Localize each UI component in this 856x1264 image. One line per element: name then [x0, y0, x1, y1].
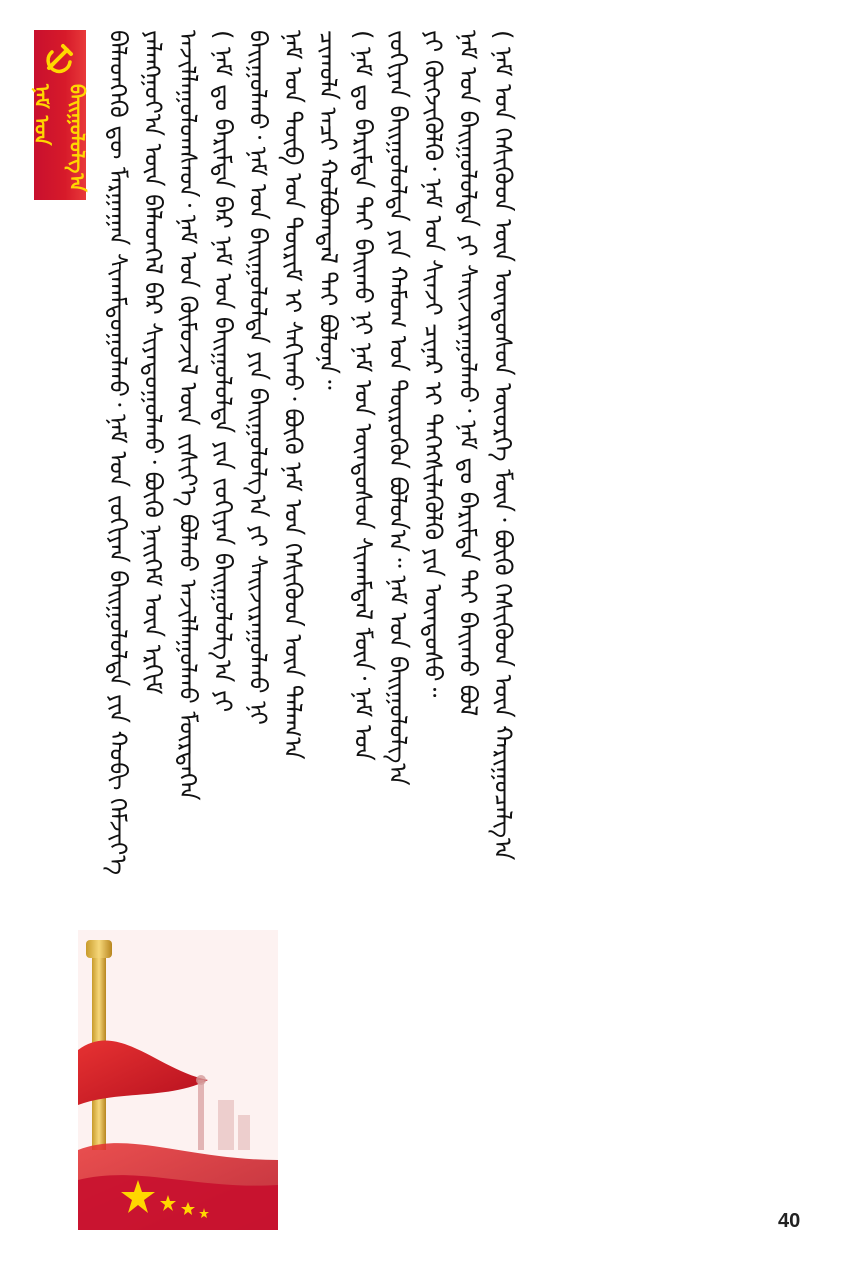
main-text-body: [100, 30, 820, 1200]
text-column: ᠪᠠᠢᠭᠤᠯᠬᠤ᠂ ᠨᠠᠮ ᠤᠨ ᠪᠠᠢᠭᠤᠯᠤᠯᠲᠠ ᠶᠢᠨ ᠪᠠᠢᠭᠤᠯᠤᠯᠭ᠎ᠠ ᠶᠢ ᠰᠠᠢᠵᠢᠷᠠᠭᠤᠯᠬᠤ ᠨᠢ: [244, 30, 272, 725]
text-column: ᠵᠣᠬᠢᠶᠠᠨ ᠪᠠᠢᠭᠤᠯᠤᠯᠲᠠ ᠶᠢᠨ ᠬᠠᠮᠤᠭ ᠤᠨ ᠲᠦᠷᠦᠭᠦᠨ ᠪᠣᠯᠤᠨ᠎ᠠ᠃ ᠨᠠᠮ ᠤᠨ ᠪᠠᠢᠭᠤᠯᠤᠯᠭ᠎ᠠ: [384, 30, 412, 786]
text-column: ᠨᠠᠮ ᠤᠨ ᠲᠥᠪ ᠤᠨ ᠳᠦᠷᠢᠮ ᠢ ᠰᠠᠬᠢᠬᠤ᠂ ᠪᠦᠬᠦ ᠨᠠᠮ ᠤᠨ ᠭᠡᠰᠢᠭᠦᠳ ᠦᠨ ᠲᠠᠯᠠᠭ᠎ᠠ: [279, 30, 307, 760]
text-column: ᠶᠠᠯᠠᠩᠭᠤᠶ᠎ᠠ ᠦᠨ ᠪᠡᠯᠡᠳᠬᠡᠯ ᠪᠠᠷ ᠰᠢᠶᠠᠳᠤᠭᠤᠯᠬᠤ᠂ ᠪᠦᠬᠦ ᠨᠡᠢᠭᠡᠮ ᠦᠨ ᠡᠷᠬᠢᠮ: [139, 30, 167, 695]
page-number: 40: [778, 1210, 801, 1232]
party-emblem-icon: [38, 35, 82, 79]
text-column: ( ᠨᠠᠮ ᠳᠤ ᠪᠠᠷᠢᠮᠲᠠ ᠲᠠᠢ ᠪᠠᠢᠬᠤ ᠨᠢ ᠨᠠᠮ ᠤᠨ ᠦᠨᠳᠦᠰᠦᠨ ᠰᠢᠬᠠᠮᠳᠠᠯ ᠮᠥᠨ᠂ ᠨᠠᠮ ᠤᠨ: [349, 30, 377, 761]
text-column: ᠶᠢ ᠬᠥᠭᠵᠢᠭᠦᠯᠬᠦ᠂ ᠨᠠᠮ ᠤᠨ ᠰᠢᠨᠵᠢ ᠴᠢᠨᠠᠷ ᠢ ᠳᠡᠭᠡᠭᠰᠢᠯᠡᠭᠦᠯᠬᠦ ᠶᠢᠨ ᠦᠨᠳᠦᠰᠦ᠃: [419, 30, 447, 698]
section-title: ᠨᠠᠮ ᠤᠨ ᠪᠠᠢᠭᠤᠯᠤᠯᠭ᠎ᠠ: [30, 84, 89, 192]
text-column: ᠴᠢᠬᠤᠯᠠ ᠠᠴᠢ ᠬᠣᠯᠪᠣᠭᠳᠠᠯ ᠲᠠᠢ ᠪᠣᠯᠤᠨᠠ᠃: [314, 30, 342, 390]
text-column: ( ᠨᠠᠮ ᠳᠤ ᠪᠠᠷᠢᠮᠲᠠ ᠪᠡᠷ ᠨᠠᠮ ᠤᠨ ᠪᠠᠢᠭᠤᠯᠤᠯᠲᠠ ᠶᠢᠨ ᠵᠣᠬᠢᠶᠠᠨ ᠪᠠᠢᠭᠤᠯᠤᠯᠭ᠎ᠠ ᠶᠢ: [209, 30, 237, 713]
text-column: ᠠᠵᠢᠯᠯᠠᠭᠤᠯᠤᠭᠰᠠᠳ᠂ ᠨᠠᠮ ᠤᠨ ᠬᠦᠮᠦᠵᠢᠯ ᠦᠨ ᠵᠢᠱᠢᠶ᠎ᠡ ᠪᠣᠯᠬᠤ ᠠᠵᠢᠯᠯᠠᠭᠤᠯᠬᠤ ᠮᠦᠷᠲᠡᠭᠡᠨ: [174, 30, 202, 801]
text-column: ᠨᠠᠮ ᠤᠨ ᠪᠠᠢᠭᠤᠯᠤᠯᠲᠠ ᠶᠢ ᠰᠠᠢᠵᠢᠷᠠᠭᠤᠯᠬᠤ᠂ ᠨᠠᠮ ᠳᠤ ᠪᠠᠷᠢᠮᠲᠠ ᠲᠠᠢ ᠪᠠᠢᠬᠤ ᠪᠣᠯ: [454, 30, 482, 717]
text-column: ᠪᠡᠯᠡᠳᠬᠡᠬᠦ ᠳᠦ ᠮᠠᠷᠭᠠᠭᠠᠨ ᠰᠢᠬᠠᠮᠳᠤᠭᠤᠯᠬᠤ᠂ ᠨᠠᠮ ᠤᠨ ᠵᠣᠬᠢᠶᠠᠨ ᠪᠠᠢᠭᠤᠯᠤᠯᠲᠠ ᠶᠢᠨ ᠬᠤᠪᠢ ᠬᠡᠮᠵᠢᠶ᠎ᠡ: [104, 30, 132, 876]
text-column: ( ᠨᠠᠮ ᠤᠨ ᠭᠡᠰᠢᠭᠦᠳ ᠦᠨ ᠦᠨᠳᠦᠰᠦᠨ ᠦᠦᠷᠭᠡ ᠮᠥᠨ᠂ ᠪᠦᠬᠦ ᠭᠡᠰᠢᠭᠦᠳ ᠦᠨ ᠬᠠᠷᠢᠭᠤᠴᠠᠯᠭ᠎ᠠ: [489, 30, 517, 861]
